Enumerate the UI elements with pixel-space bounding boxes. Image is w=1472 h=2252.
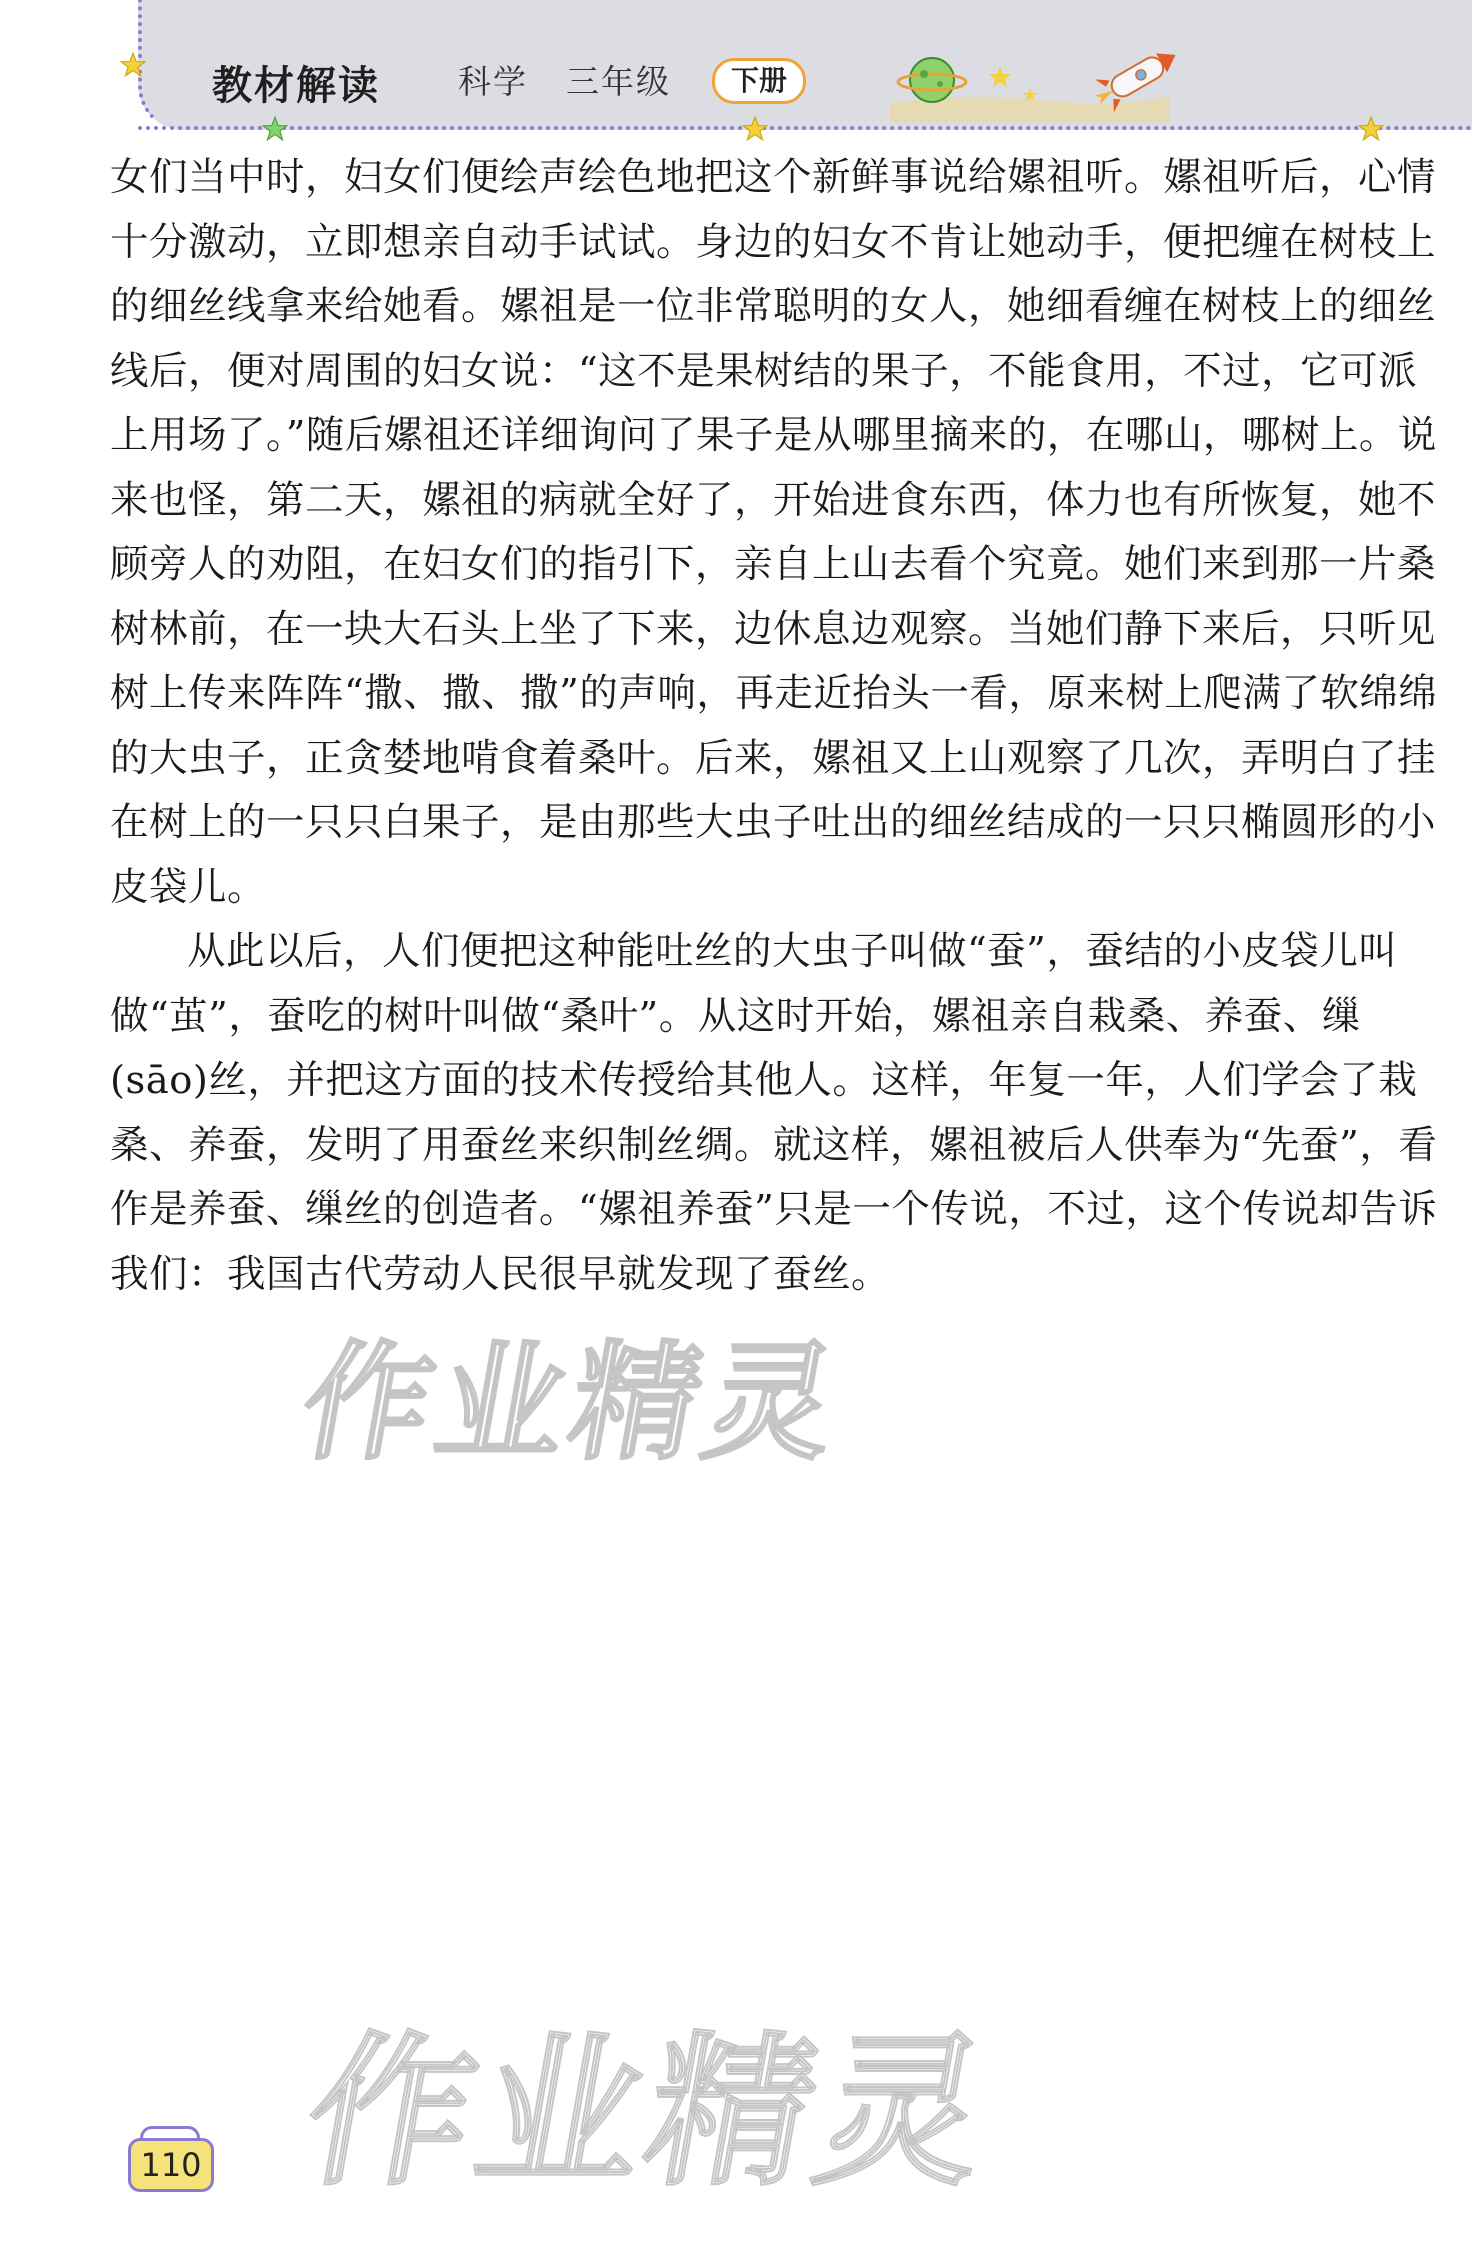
star-icon [262, 116, 288, 142]
star-icon [120, 52, 146, 78]
star-icon [742, 116, 768, 142]
space-decoration-icon [880, 52, 1180, 122]
paragraph: 从此以后，人们便把这种能吐丝的大虫子叫做“蚕”，蚕结的小皮袋儿叫做“茧”，蚕吃的树叶叫做“桑叶”。从这时开始，嫘祖亲自栽桑、养蚕、缫(sāo)丝，并把这方面的技术传授给其他人。这样，年复一年，人们学会了栽桑、养蚕，发明了用蚕丝来织制丝绸。就这样，嫘祖被后人供奉为“先蚕”，看作是养蚕、缫丝的创造者。“嫘祖养蚕”只是一个传说，不过，这个传说却告诉我们：我国古代劳动人民很早就发现了蚕丝。 [110, 929, 1438, 1297]
header-dotted-rule [138, 126, 1472, 130]
watermark: 作业精灵 [290, 1329, 854, 1478]
article-body [110, 146, 1440, 1307]
paragraph: 女们当中时，妇女们便绘声绘色地把这个新鲜事说给嫘祖听。嫘祖听后，心情十分激动，立即想亲自动手试试。身边的妇女不肯让她动手，便把缠在树枝上的细丝线拿来给她看。嫘祖是一位非常聪明的女人，她细看缠在树枝上的细丝线后，便对周围的妇女说：“这不是果树结的果子，不能食用，不过，它可派上用场了。”随后嫘祖还详细询问了果子是从哪里摘来的，在哪山，哪树上。说来也怪，第二天，嫘祖的病就全好了，开始进食东西，体力也有所恢复，她不顾旁人的劝阻，在妇女们的指引下，亲自上山去看个究竟。她们来到那一片桑树林前，在一块大石头上坐了下来，边休息边观察。当她们静下来后，只听见树上传来阵阵“撒、撒、撒”的声响，再走近抬头一看，原来树上爬满了软绵绵的大虫子，正贪婪地啃食着桑叶。后来，嫘祖又上山观察了几次，弄明白了挂在树上的一只只白果子，是由那些大虫子吐出的细丝结成的一只只椭圆形的小皮袋儿。 [110, 155, 1438, 910]
header-volume-badge: 下册 [712, 58, 806, 104]
star-icon [1358, 116, 1384, 142]
page-number: 110 [128, 2138, 214, 2192]
header-subject: 科学 [458, 62, 528, 101]
header-grade: 三年级 [566, 62, 671, 101]
watermark: 作业精灵 [292, 2017, 1007, 2208]
header-title: 教材解读 [212, 63, 380, 109]
